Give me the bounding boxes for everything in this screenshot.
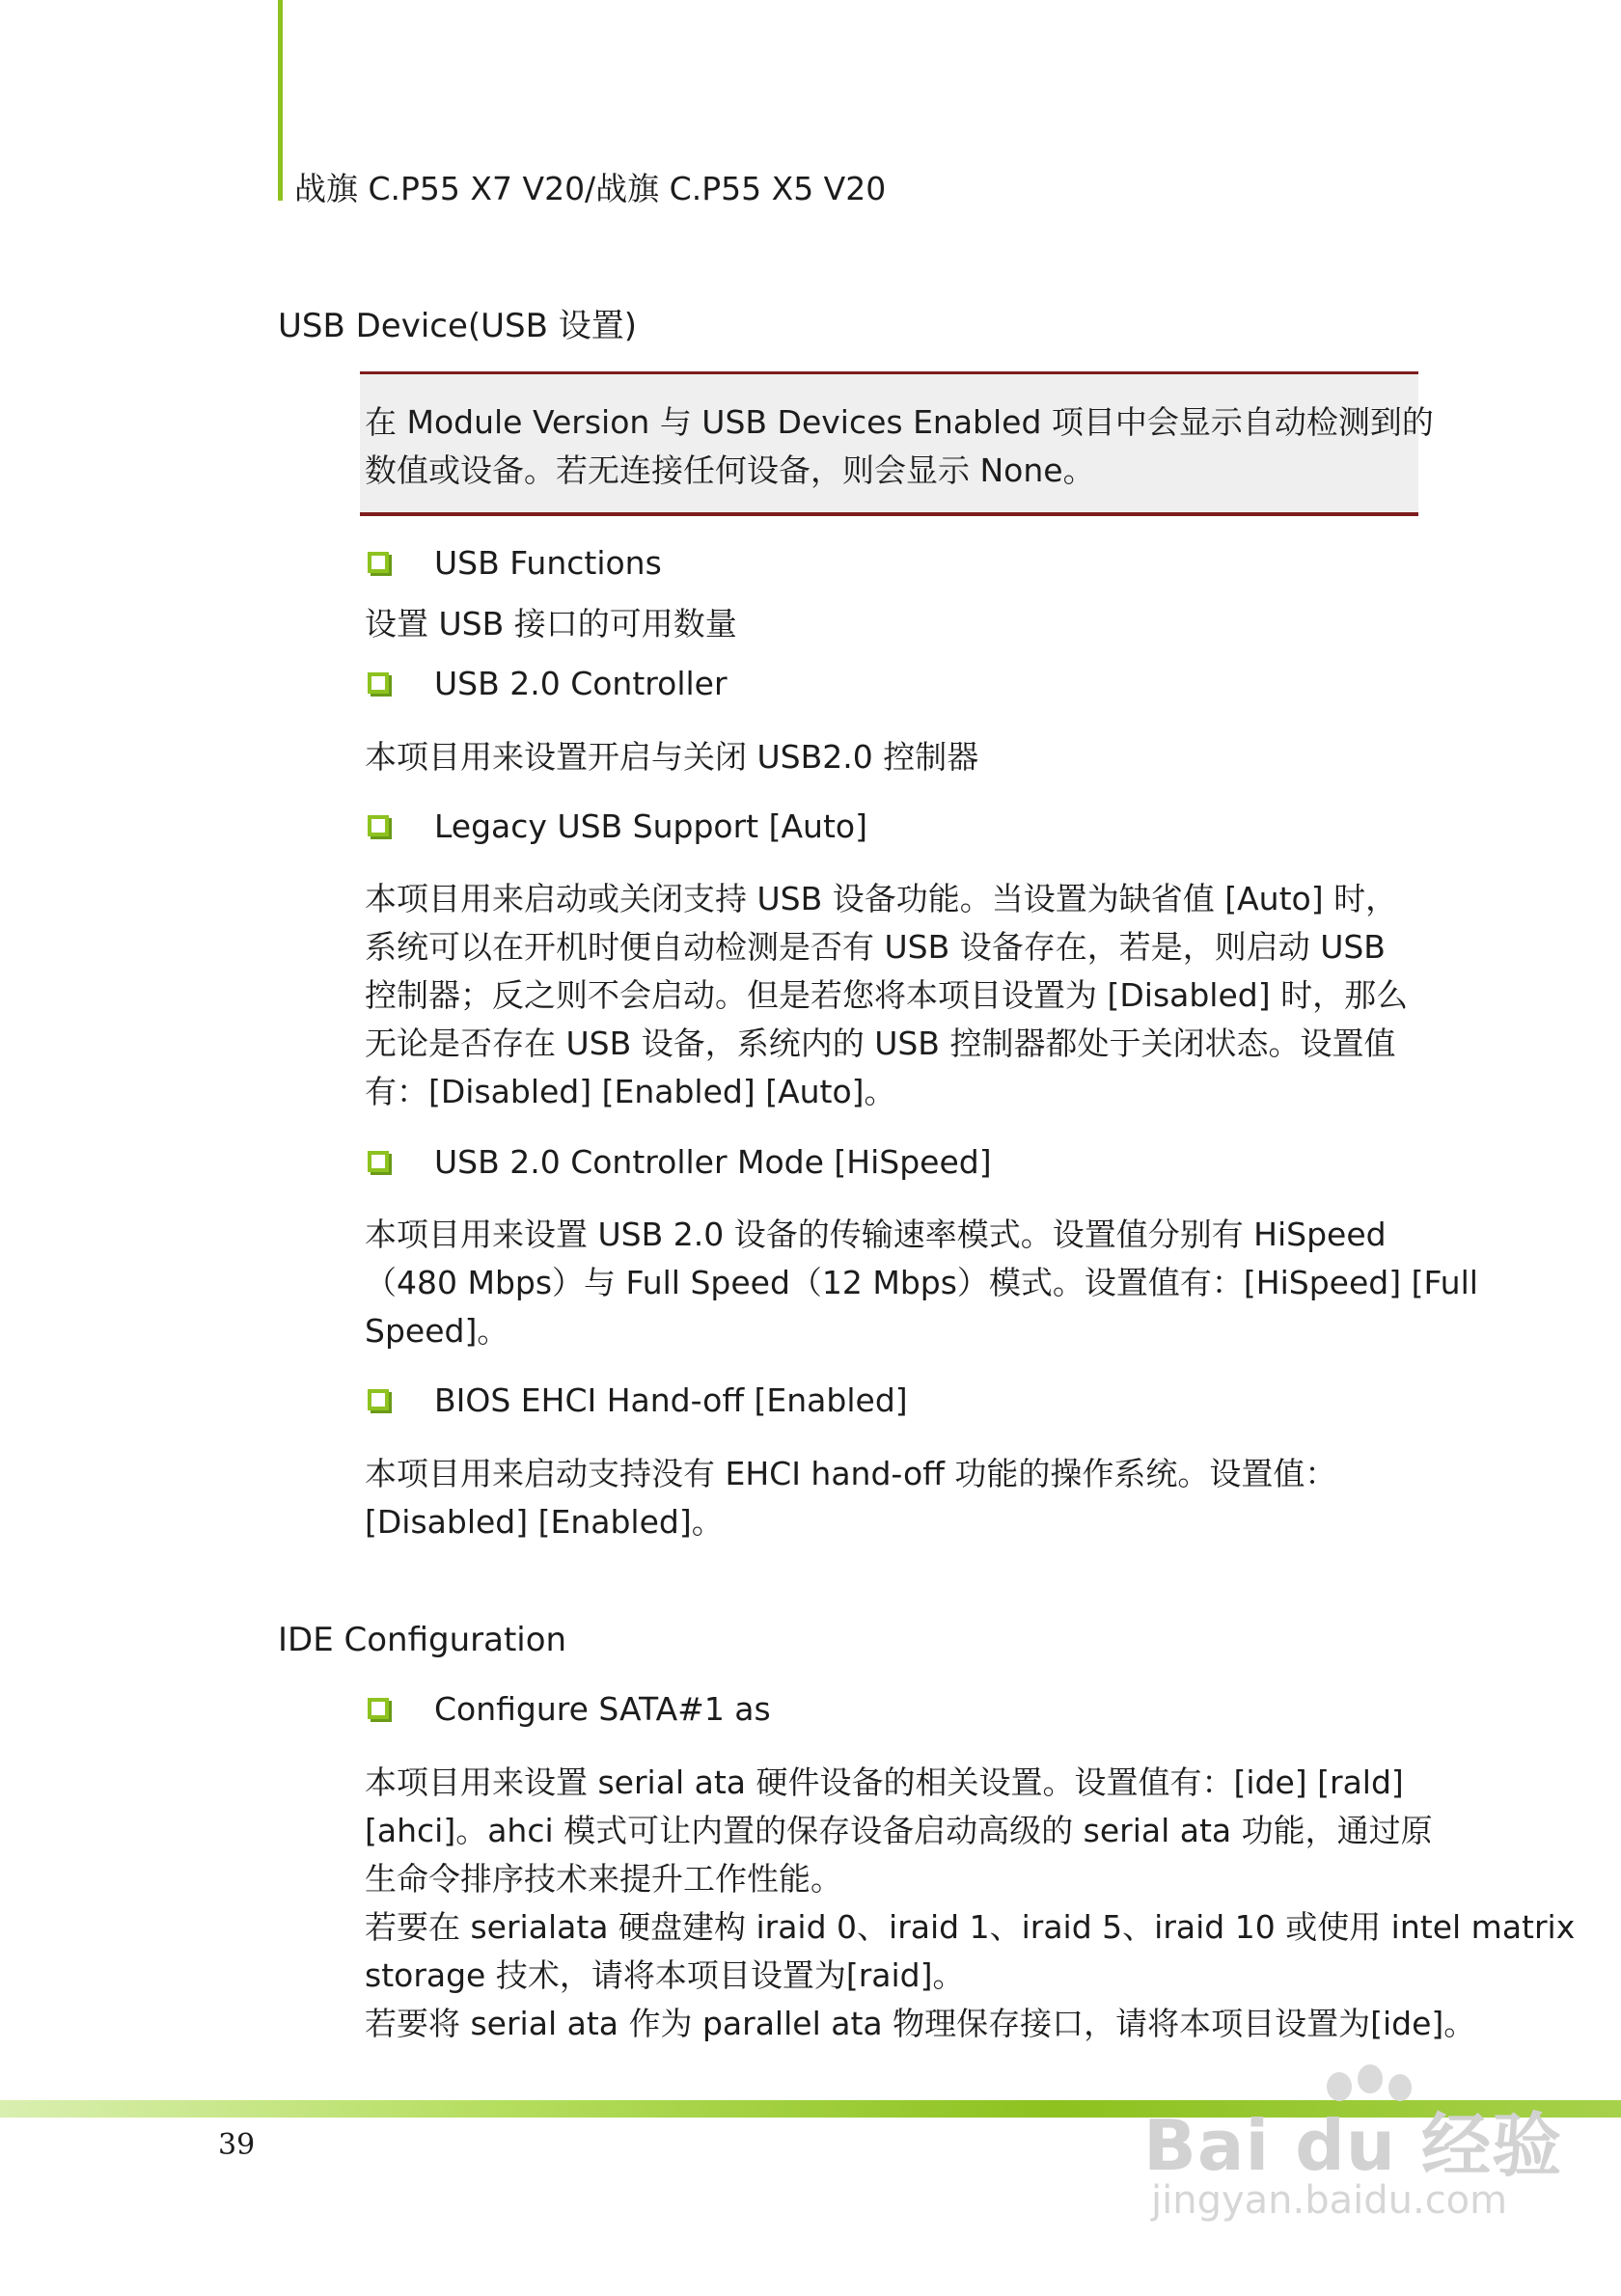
item-desc-line: 系统可以在开机时便自动检测是否有 USB 设备存在，若是，则启动 USB [365, 928, 1386, 966]
checkbox-icon [368, 1389, 389, 1410]
header-accent-line [278, 0, 283, 201]
checkbox-icon [368, 552, 389, 573]
note-line-1: 在 Module Version 与 USB Devices Enabled 项目中会显示自动检测到的 [365, 403, 1434, 441]
item-desc-line: 设置 USB 接口的可用数量 [365, 605, 737, 642]
item-desc-line: Speed]。 [365, 1312, 509, 1350]
item-desc-line: 本项目用来设置开启与关闭 USB2.0 控制器 [365, 738, 979, 776]
item-desc-line: 有：[Disabled] [Enabled] [Auto]。 [365, 1073, 896, 1110]
section-title-usb: USB Device(USB 设置) [278, 307, 638, 345]
item-desc-line: 本项目用来启动支持没有 EHCI hand-off 功能的操作系统。设置值： [365, 1455, 1337, 1492]
checkbox-icon [368, 815, 389, 836]
section-title-ide: IDE Configuration [278, 1621, 567, 1659]
item-desc-line: 本项目用来设置 serial ata 硬件设备的相关设置。设置值有：[ide] [rald] [365, 1763, 1404, 1801]
note-line-2: 数值或设备。若无连接任何设备，则会显示 None。 [365, 451, 1095, 489]
baidu-watermark [1143, 2072, 1563, 2236]
item-desc-line: 本项目用来设置 USB 2.0 设备的传输速率模式。设置值分别有 HiSpeed [365, 1216, 1387, 1253]
watermark-brand: Bai du 经验 [1143, 2105, 1563, 2186]
item-desc-line: 生命令排序技术来提升工作性能。 [365, 1860, 842, 1898]
note-box [360, 371, 1418, 516]
item-label-bios-ehci-handoff: BIOS EHCI Hand-off [Enabled] [434, 1381, 908, 1419]
checkbox-icon [368, 1698, 389, 1719]
item-label-usb20-controller: USB 2.0 Controller [434, 665, 728, 702]
item-desc-line: 若要将 serial ata 作为 parallel ata 物理保存接口，请将本项目设置为[ide]。 [365, 2005, 1476, 2042]
checkbox-icon [368, 672, 389, 694]
checkbox-icon [368, 1151, 389, 1172]
item-desc-line: 控制器；反之则不会启动。但是若您将本项目设置为 [Disabled] 时，那么 [365, 976, 1409, 1014]
item-label-configure-sata: Configure SATA#1 as [434, 1690, 771, 1728]
watermark-url: jingyan.baidu.com [1151, 2178, 1508, 2223]
header-title: 战旗 C.P55 X7 V20/战旗 C.P55 X5 V20 [294, 170, 887, 207]
item-desc-line: storage 技术，请将本项目设置为[raid]。 [365, 1956, 965, 1994]
item-desc-line: 本项目用来启动或关闭支持 USB 设备功能。当设置为缺省值 [Auto] 时， [365, 880, 1398, 917]
item-label-usb-functions: USB Functions [434, 544, 662, 582]
item-desc-line: （480 Mbps）与 Full Speed（12 Mbps）模式。设置值有：[HiSpeed] [Full [365, 1264, 1478, 1301]
item-desc-line: [ahci]。ahci 模式可让内置的保存设备启动高级的 serial ata 功能，通过原 [365, 1812, 1433, 1849]
item-desc-line: 若要在 serialata 硬盘建构 iraid 0、iraid 1、iraid 5、iraid 10 或使用 intel matrix [365, 1908, 1576, 1946]
item-desc-line: 无论是否存在 USB 设备，系统内的 USB 控制器都处于关闭状态。设置值 [365, 1025, 1396, 1062]
page-number: 39 [218, 2128, 256, 2162]
item-desc-line: [Disabled] [Enabled]。 [365, 1503, 724, 1541]
item-label-usb20-controller-mode: USB 2.0 Controller Mode [HiSpeed] [434, 1143, 992, 1181]
item-label-legacy-usb-support: Legacy USB Support [Auto] [434, 807, 867, 845]
